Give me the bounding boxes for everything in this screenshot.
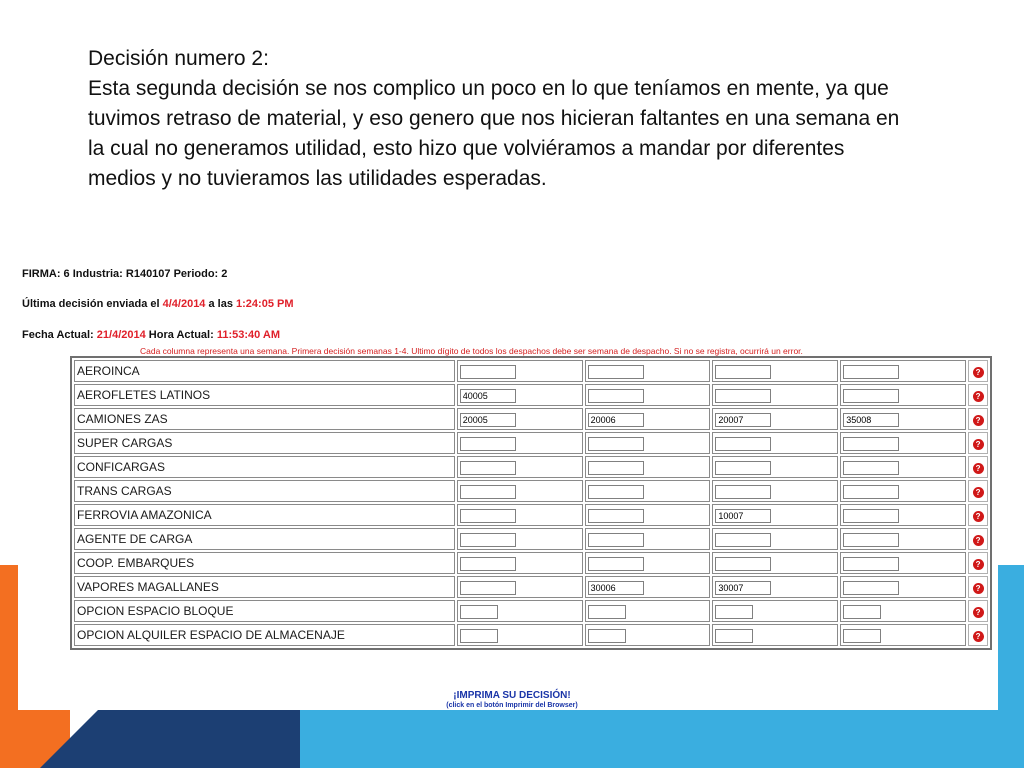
week-3-input[interactable] <box>715 557 771 571</box>
table-row <box>74 480 988 502</box>
help-icon[interactable]: ? <box>973 535 984 546</box>
table-row <box>74 576 988 598</box>
week-1-input[interactable] <box>460 461 516 475</box>
week-cell <box>712 600 838 622</box>
instructions-note: Cada columna representa una semana. Primera decisión semanas 1-4. Ultimo dígito de todos los despachos debe ser semana de despacho. Si no se registra, ocurrirá un error. <box>140 346 803 356</box>
help-icon[interactable]: ? <box>973 463 984 474</box>
week-1-input[interactable] <box>460 389 516 403</box>
current-date-line <box>22 329 280 341</box>
week-cell <box>585 432 711 454</box>
table-row <box>74 360 988 382</box>
help-cell <box>968 600 988 622</box>
help-cell <box>968 528 988 550</box>
current-time-prefix: Hora Actual: <box>145 329 217 341</box>
week-cell <box>457 360 583 382</box>
week-cell <box>457 552 583 574</box>
table-row <box>74 624 988 646</box>
week-2-input[interactable] <box>588 605 626 619</box>
table-row <box>74 456 988 478</box>
week-cell <box>712 552 838 574</box>
week-2-input[interactable] <box>588 413 644 427</box>
week-3-input[interactable] <box>715 581 771 595</box>
week-4-input[interactable] <box>843 413 899 427</box>
week-cell <box>585 576 711 598</box>
week-3-input[interactable] <box>715 413 771 427</box>
last-decision-line <box>22 298 294 310</box>
week-cell <box>840 528 966 550</box>
week-4-input[interactable] <box>843 437 899 451</box>
week-1-input[interactable] <box>460 605 498 619</box>
current-date-prefix: Fecha Actual: <box>22 329 97 341</box>
last-decision-mid: a las <box>205 298 237 310</box>
week-cell <box>712 576 838 598</box>
decor-blue-band <box>300 700 1024 768</box>
last-decision-date: 4/4/2014 <box>162 298 206 310</box>
week-4-input[interactable] <box>843 605 881 619</box>
week-4-input[interactable] <box>843 581 899 595</box>
week-2-input[interactable] <box>588 557 644 571</box>
table-row <box>74 552 988 574</box>
week-cell <box>840 624 966 646</box>
week-3-input[interactable] <box>715 389 771 403</box>
week-cell <box>585 408 711 430</box>
week-cell <box>840 480 966 502</box>
week-1-input[interactable] <box>460 437 516 451</box>
week-cell <box>840 408 966 430</box>
decision-panel <box>18 258 998 710</box>
week-cell <box>840 576 966 598</box>
help-cell <box>968 576 988 598</box>
week-cell <box>712 480 838 502</box>
week-cell <box>585 600 711 622</box>
table-row <box>74 408 988 430</box>
week-cell <box>712 408 838 430</box>
week-2-input[interactable] <box>588 437 644 451</box>
week-cell <box>712 528 838 550</box>
decision-table <box>70 356 992 650</box>
week-4-input[interactable] <box>843 533 899 547</box>
week-3-input[interactable] <box>715 605 753 619</box>
week-cell <box>585 504 711 526</box>
help-cell <box>968 456 988 478</box>
week-cell <box>457 624 583 646</box>
week-cell <box>457 600 583 622</box>
week-4-input[interactable] <box>843 485 899 499</box>
week-4-input[interactable] <box>843 461 899 475</box>
week-cell <box>712 432 838 454</box>
week-cell <box>457 576 583 598</box>
row-label: COOP. EMBARQUES <box>74 552 455 574</box>
week-cell <box>585 360 711 382</box>
help-icon[interactable]: ? <box>973 487 984 498</box>
week-cell <box>840 456 966 478</box>
week-1-input[interactable] <box>460 365 516 379</box>
print-subtitle: (click en el botón Imprimir del Browser) <box>446 702 578 709</box>
week-2-input[interactable] <box>588 581 644 595</box>
help-icon[interactable]: ? <box>973 391 984 402</box>
row-label: OPCION ESPACIO BLOQUE <box>74 600 455 622</box>
help-icon[interactable]: ? <box>973 439 984 450</box>
row-label: SUPER CARGAS <box>74 432 455 454</box>
print-title: ¡IMPRIMA SU DECISIÓN! <box>453 690 571 701</box>
week-cell <box>585 552 711 574</box>
week-cell <box>457 528 583 550</box>
week-cell <box>840 504 966 526</box>
table-row <box>74 432 988 454</box>
current-time: 11:53:40 AM <box>216 329 281 341</box>
table-row <box>74 504 988 526</box>
table-row <box>74 384 988 406</box>
week-2-input[interactable] <box>588 509 644 523</box>
help-cell <box>968 552 988 574</box>
week-1-input[interactable] <box>460 581 516 595</box>
week-1-input[interactable] <box>460 533 516 547</box>
week-cell <box>840 552 966 574</box>
week-2-input[interactable] <box>588 365 644 379</box>
help-cell <box>968 432 988 454</box>
week-cell <box>712 504 838 526</box>
decor-blue-right <box>998 565 1024 768</box>
help-icon[interactable]: ? <box>973 367 984 378</box>
help-icon[interactable]: ? <box>973 583 984 594</box>
week-2-input[interactable] <box>588 629 626 643</box>
week-cell <box>840 432 966 454</box>
week-cell <box>585 384 711 406</box>
slide-text <box>88 44 908 194</box>
week-4-input[interactable] <box>843 629 881 643</box>
week-cell <box>585 480 711 502</box>
week-cell <box>457 408 583 430</box>
week-2-input[interactable] <box>588 485 644 499</box>
week-cell <box>712 384 838 406</box>
last-decision-time: 1:24:05 PM <box>236 298 294 310</box>
week-cell <box>712 360 838 382</box>
table-row <box>74 528 988 550</box>
week-3-input[interactable] <box>715 437 771 451</box>
week-4-input[interactable] <box>843 389 899 403</box>
last-decision-prefix: Última decisión enviada el <box>22 298 163 310</box>
week-cell <box>457 480 583 502</box>
help-icon[interactable]: ? <box>973 631 984 642</box>
week-cell <box>585 528 711 550</box>
week-4-input[interactable] <box>843 509 899 523</box>
week-cell <box>840 384 966 406</box>
week-1-input[interactable] <box>460 413 516 427</box>
week-4-input[interactable] <box>843 365 899 379</box>
week-cell <box>840 600 966 622</box>
week-3-input[interactable] <box>715 365 771 379</box>
help-cell <box>968 360 988 382</box>
week-4-input[interactable] <box>843 557 899 571</box>
week-cell <box>457 432 583 454</box>
week-cell <box>457 504 583 526</box>
week-3-input[interactable] <box>715 509 771 523</box>
row-label: OPCION ALQUILER ESPACIO DE ALMACENAJE <box>74 624 455 646</box>
week-cell <box>712 624 838 646</box>
week-1-input[interactable] <box>460 557 516 571</box>
week-2-input[interactable] <box>588 461 644 475</box>
slide-heading: Decisión numero 2: <box>88 47 269 70</box>
week-2-input[interactable] <box>588 533 644 547</box>
help-cell <box>968 384 988 406</box>
firma-line: FIRMA: 6 Industria: R140107 Periodo: 2 <box>22 268 228 280</box>
help-cell <box>968 480 988 502</box>
slide-paragraph: Esta segunda decisión se nos complico un poco en lo que teníamos en mente, ya que tuvimos retraso de material, y eso genero que nos hicieran faltantes en una semana en la cual no generamos utilidad, esto hizo que volviéramos a mandar por diferentes medios y no tuvieramos las utilidades esperadas. <box>88 77 900 190</box>
week-cell <box>457 456 583 478</box>
week-1-input[interactable] <box>460 485 516 499</box>
week-1-input[interactable] <box>460 509 516 523</box>
week-cell <box>585 456 711 478</box>
week-cell <box>840 360 966 382</box>
help-icon[interactable]: ? <box>973 559 984 570</box>
help-cell <box>968 408 988 430</box>
help-cell <box>968 624 988 646</box>
row-label: CONFICARGAS <box>74 456 455 478</box>
help-cell <box>968 504 988 526</box>
help-icon[interactable]: ? <box>973 511 984 522</box>
help-icon[interactable]: ? <box>973 607 984 618</box>
week-3-input[interactable] <box>715 629 753 643</box>
week-3-input[interactable] <box>715 485 771 499</box>
row-label: AEROINCA <box>74 360 455 382</box>
help-icon[interactable]: ? <box>973 415 984 426</box>
row-label: FERROVIA AMAZONICA <box>74 504 455 526</box>
row-label: CAMIONES ZAS <box>74 408 455 430</box>
week-1-input[interactable] <box>460 629 498 643</box>
week-3-input[interactable] <box>715 461 771 475</box>
table-row <box>74 600 988 622</box>
week-3-input[interactable] <box>715 533 771 547</box>
week-cell <box>457 384 583 406</box>
row-label: AEROFLETES LATINOS <box>74 384 455 406</box>
row-label: AGENTE DE CARGA <box>74 528 455 550</box>
week-cell <box>585 624 711 646</box>
row-label: TRANS CARGAS <box>74 480 455 502</box>
row-label: VAPORES MAGALLANES <box>74 576 455 598</box>
week-2-input[interactable] <box>588 389 644 403</box>
current-date: 21/4/2014 <box>96 329 146 341</box>
week-cell <box>712 456 838 478</box>
